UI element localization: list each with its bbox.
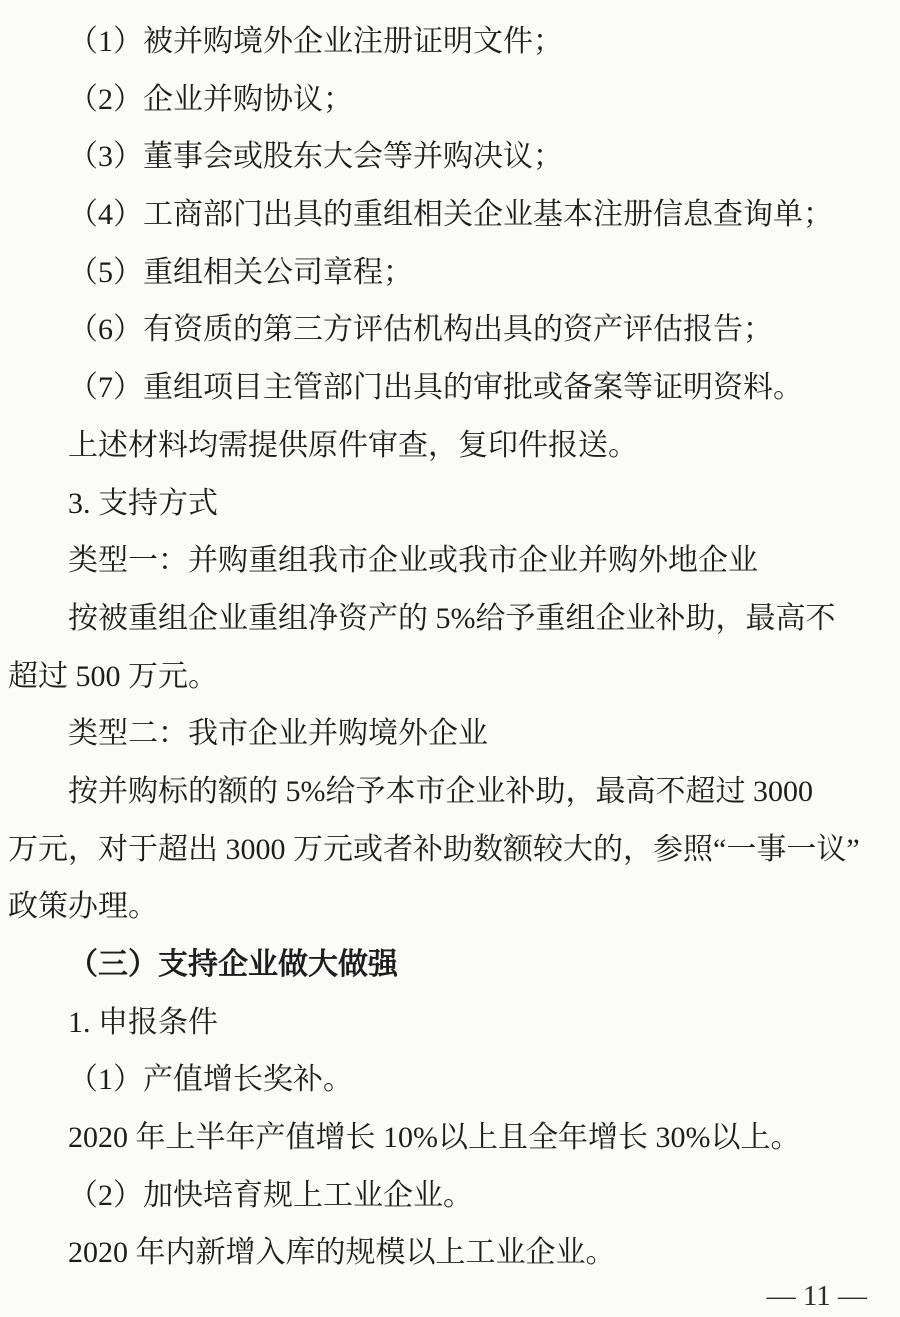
document-body — [8, 13, 892, 1282]
type-one-detail-line-2: 超过 500 万元。 — [8, 659, 218, 693]
type-two-detail-line-2: 万元，对于超出 3000 万元或者补助数额较大的，参照“一事一议” — [8, 832, 860, 866]
required-material-item-2: （2）企业并购协议； — [68, 82, 353, 116]
materials-note-line: 上述材料均需提供原件审查，复印件报送。 — [68, 428, 638, 462]
condition-detail-output-growth: 2020 年上半年产值增长 10%以上且全年增长 30%以上。 — [68, 1121, 801, 1155]
type-two-detail-line-3: 政策办理。 — [8, 890, 158, 924]
condition-detail-new-enterprises: 2020 年内新增入库的规模以上工业企业。 — [68, 1236, 616, 1270]
required-material-item-3: （3）董事会或股东大会等并购决议； — [68, 140, 563, 174]
section-three-heading: （三）支持企业做大做强 — [68, 948, 398, 981]
support-method-heading: 3. 支持方式 — [68, 486, 218, 520]
type-one-detail-line-1: 按被重组企业重组净资产的 5%给予重组企业补助，最高不 — [68, 601, 836, 635]
page-footer — [767, 1280, 867, 1312]
application-conditions-heading: 1. 申报条件 — [68, 1005, 218, 1039]
required-material-item-5: （5）重组相关公司章程； — [68, 255, 413, 289]
required-material-item-4: （4）工商部门出具的重组相关企业基本注册信息查询单； — [68, 198, 833, 232]
type-two-detail-line-1: 按并购标的额的 5%给予本市企业补助，最高不超过 3000 — [68, 774, 813, 808]
required-material-item-1: （1）被并购境外企业注册证明文件； — [68, 25, 563, 58]
type-one-heading: 类型一：并购重组我市企业或我市企业并购外地企业 — [68, 544, 758, 578]
required-material-item-7: （7）重组项目主管部门出具的审批或备案等证明资料。 — [68, 371, 803, 405]
required-material-item-6: （6）有资质的第三方评估机构出具的资产评估报告； — [68, 313, 773, 347]
page-number: — 11 — — [766, 1280, 867, 1312]
condition-item-cultivate-enterprises: （2）加快培育规上工业企业。 — [68, 1178, 473, 1212]
type-two-heading: 类型二：我市企业并购境外企业 — [68, 717, 488, 751]
condition-item-output-growth: （1）产值增长奖补。 — [68, 1063, 353, 1097]
